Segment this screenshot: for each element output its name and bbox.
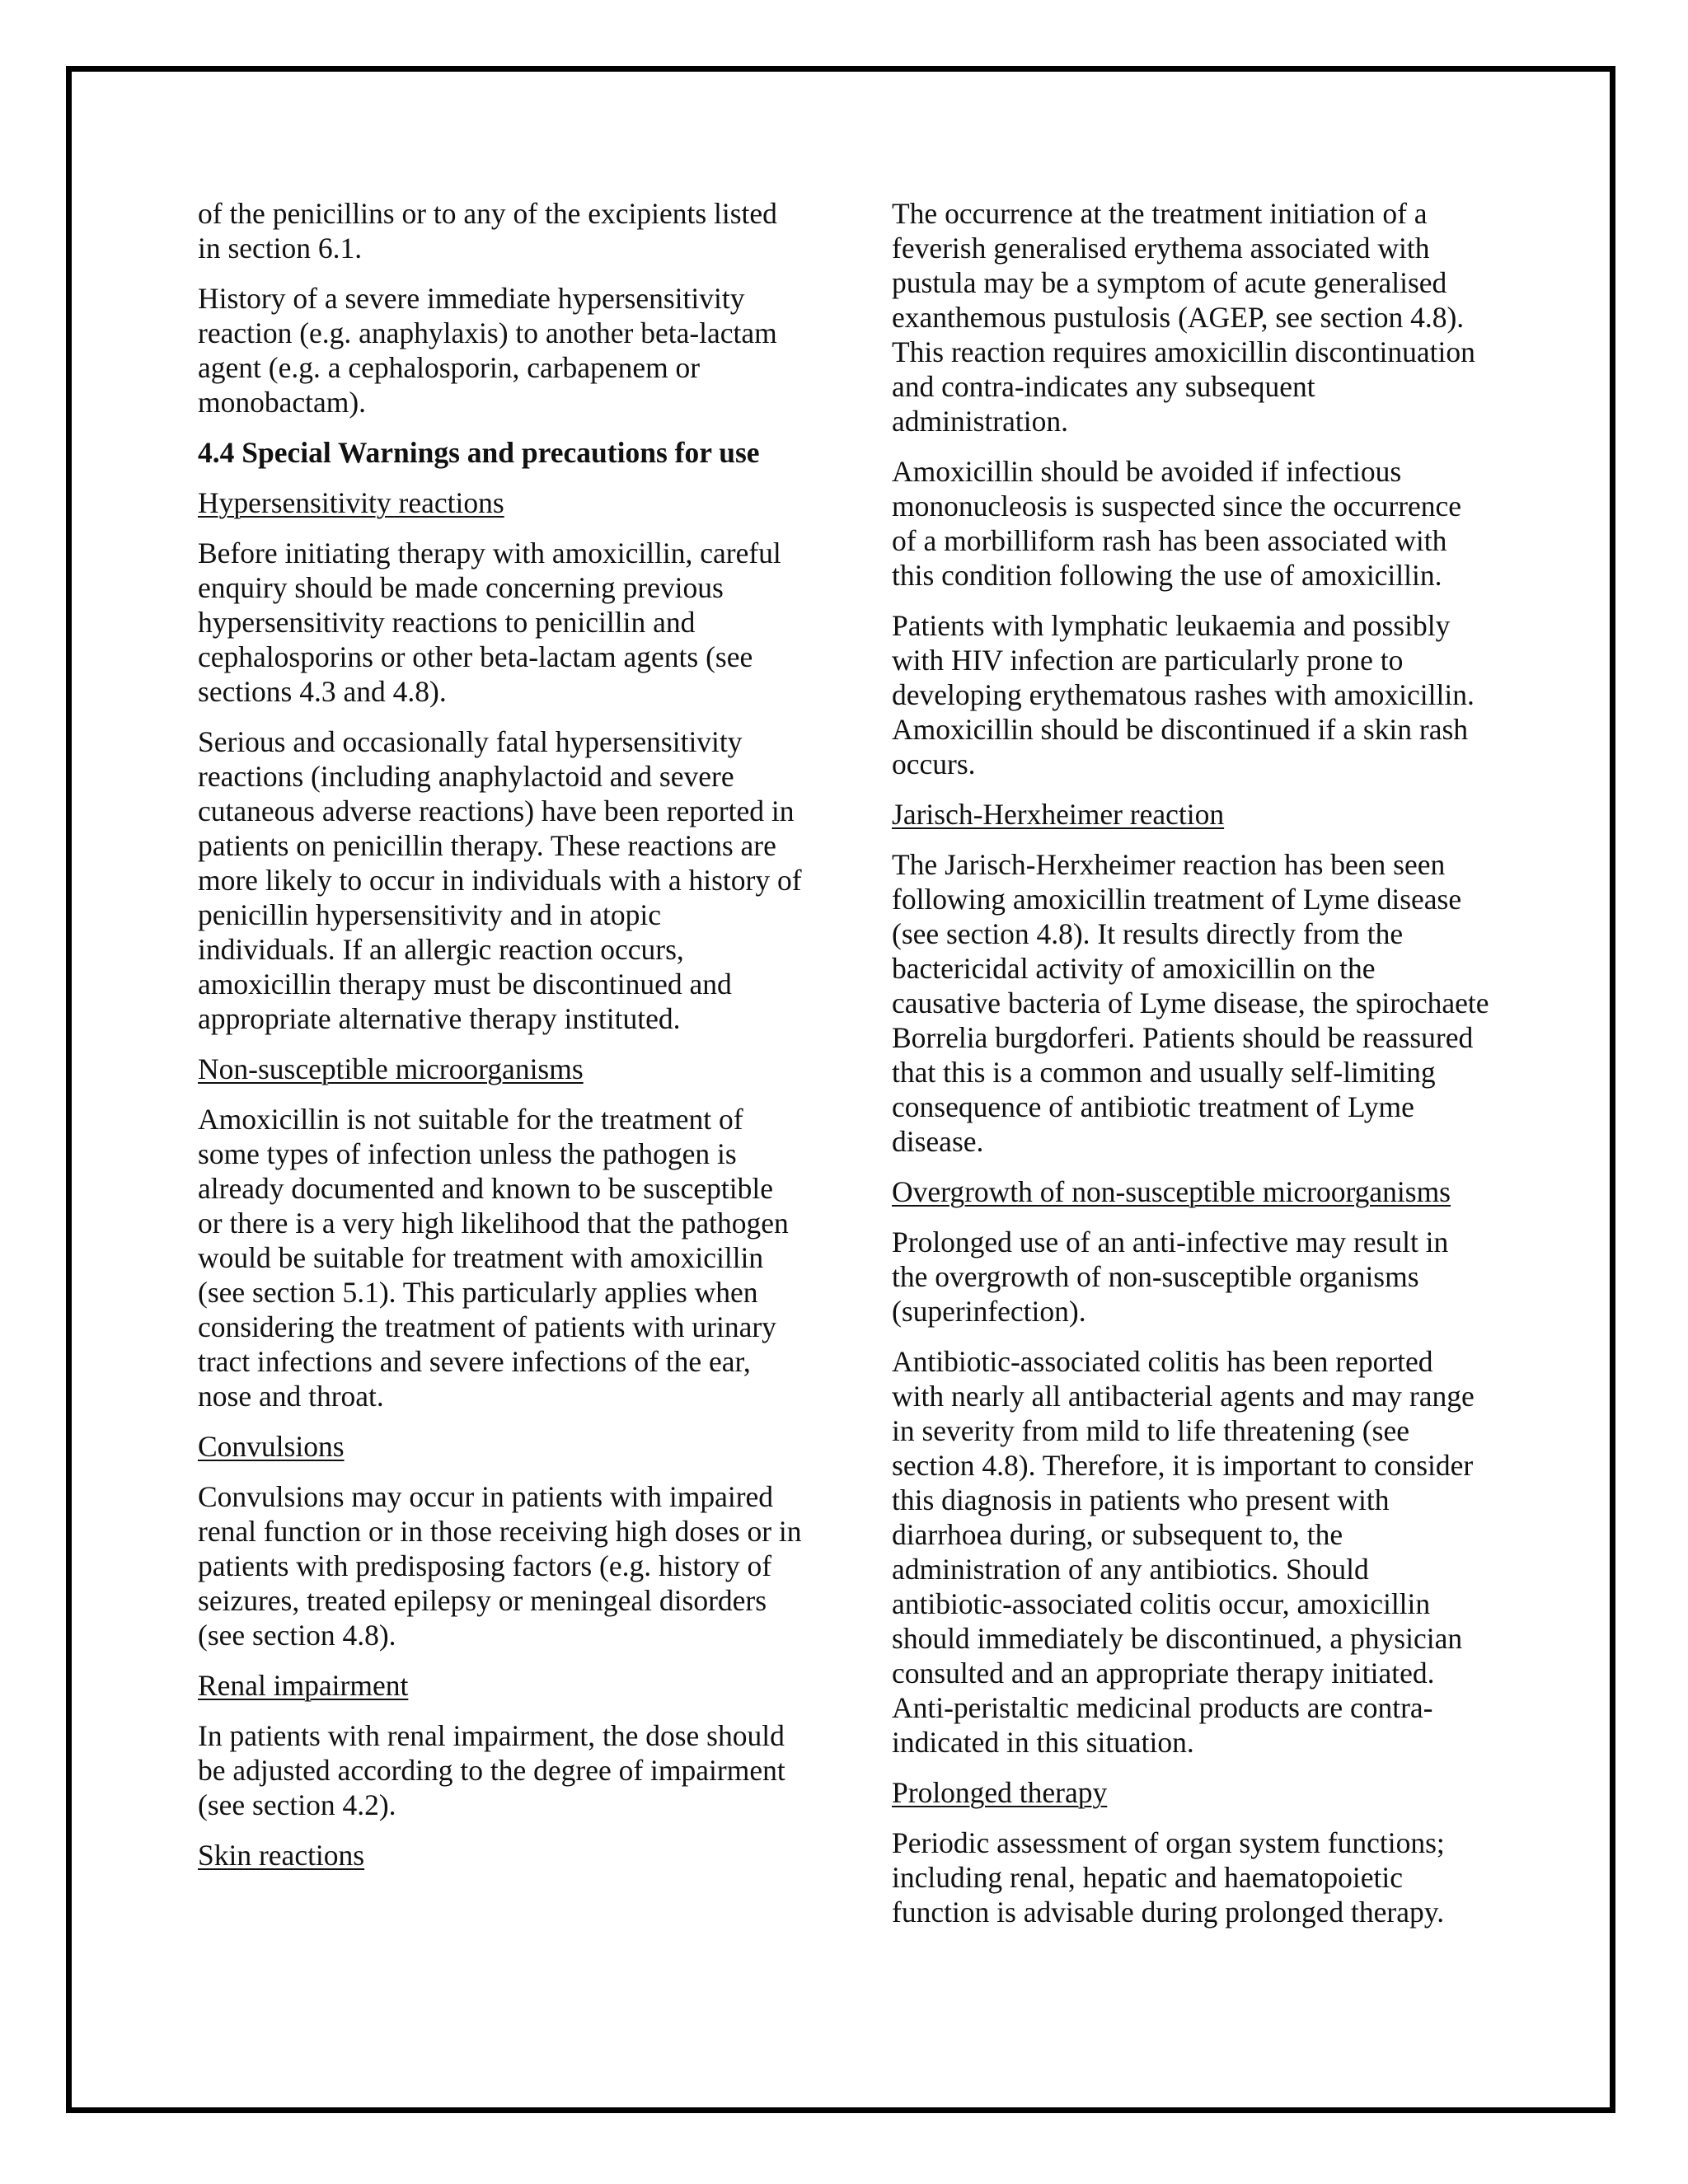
paragraph: Convulsions may occur in patients with impaired renal function or in those receiving high doses or in patients with predisposing factors (e.g. history of seizures, treated epilepsy or meningeal disorders (see section 4.8).: [198, 1480, 802, 1652]
paragraph: Before initiating therapy with amoxicillin, careful enquiry should be made concerning previous hypersensitivity reactions to penicillin and cephalosporins or other beta-lactam agents (see sections 4.3 and 4.8).: [198, 537, 781, 708]
subheading-prolonged-therapy: Prolonged therapy: [892, 1776, 1108, 1809]
paragraph: of the penicillins or to any of the excipients listed in section 6.1.: [198, 197, 777, 265]
subheading-convulsions: Convulsions: [198, 1430, 345, 1463]
left-column: [198, 196, 804, 1888]
subheading-non-susceptible: Non-susceptible microorganisms: [198, 1052, 584, 1085]
subheading-hypersensitivity: Hypersensitivity reactions: [198, 486, 504, 519]
subheading-jarisch-herxheimer: Jarisch-Herxheimer reaction: [892, 798, 1225, 831]
right-column: [892, 196, 1489, 1945]
subheading-skin-reactions: Skin reactions: [198, 1839, 365, 1872]
paragraph: Patients with lymphatic leukaemia and possibly with HIV infection are particularly prone to developing erythematous rashes with amoxicillin. Amoxicillin should be discontinued if a skin rash occurs.: [892, 609, 1475, 780]
paragraph: The Jarisch-Herxheimer reaction has been seen following amoxicillin treatment of Lyme disease (see section 4.8). It results directly from the bactericidal activity of amoxicillin on the causative bacteria of Lyme disease, the spirochaete Borrelia burgdorferi. Patients should be reassured that this is a common and usually self-limiting consequence of antibiotic treatment of Lyme disease.: [892, 848, 1489, 1158]
paragraph: Antibiotic-associated colitis has been reported with nearly all antibacterial agents and may range in severity from mild to life threatening (see section 4.8). Therefore, it is important to consider this diagnosis in patients who present with diarrhoea during, or subsequent to, the administration of any antibiotics. Should antibiotic-associated colitis occur, amoxicillin should immediately be discontinued, a physician consulted and an appropriate therapy initiated. Anti-peristaltic medicinal products are contra-indicated in this situation.: [892, 1345, 1475, 1759]
paragraph: Prolonged use of an anti-infective may result in the overgrowth of non-susceptible organisms (superinfection).: [892, 1226, 1449, 1328]
subheading-renal-impairment: Renal impairment: [198, 1669, 409, 1702]
paragraph: In patients with renal impairment, the dose should be adjusted according to the degree of impairment (see section 4.2).: [198, 1719, 785, 1821]
paragraph: Amoxicillin should be avoided if infectious mononucleosis is suspected since the occurrence of a morbilliform rash has been associated with this condition following the use of amoxicillin.: [892, 455, 1462, 592]
subheading-overgrowth: Overgrowth of non-susceptible microorganisms: [892, 1175, 1451, 1208]
paragraph: The occurrence at the treatment initiation of a feverish generalised erythema associated with pustula may be a symptom of acute generalised exanthemous pustulosis (AGEP, see section 4.8). This reaction requires amoxicillin discontinuation and contra-indicates any subsequent administration.: [892, 197, 1475, 438]
paragraph: Amoxicillin is not suitable for the treatment of some types of infection unless the pathogen is already documented and known to be susceptible or there is a very high likelihood that the pathogen would be suitable for treatment with amoxicillin (see section 5.1). This particularly applies when considering the treatment of patients with urinary tract infections and severe infections of the ear, nose and throat.: [198, 1103, 789, 1413]
paragraph: Serious and occasionally fatal hypersensitivity reactions (including anaphylactoid and severe cutaneous adverse reactions) have been reported in patients on penicillin therapy. These reactions are more likely to occur in individuals with a history of penicillin hypersensitivity and in atopic individuals. If an allergic reaction occurs, amoxicillin therapy must be discontinued and appropriate alternative therapy instituted.: [198, 725, 802, 1035]
paragraph: Periodic assessment of organ system functions; including renal, hepatic and haematopoietic function is advisable during prolonged therapy.: [892, 1826, 1445, 1929]
section-heading: 4.4 Special Warnings and precautions for use: [198, 436, 760, 469]
paragraph: History of a severe immediate hypersensitivity reaction (e.g. anaphylaxis) to another beta-lactam agent (e.g. a cephalosporin, carbapenem or monobactam).: [198, 282, 777, 419]
